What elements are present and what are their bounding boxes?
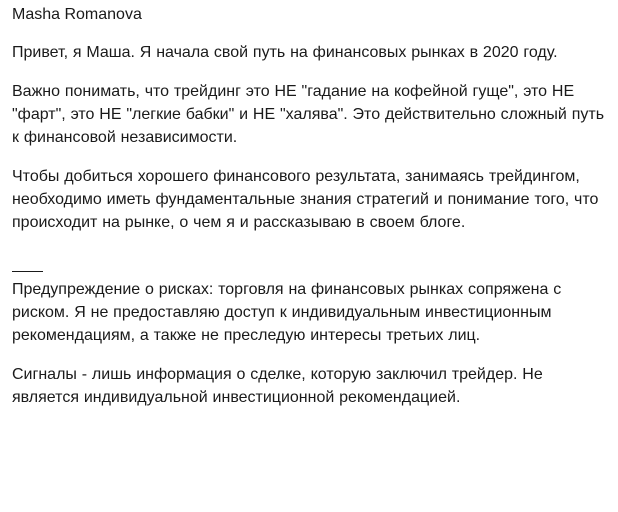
section-divider <box>12 271 43 272</box>
trading-warning-paragraph: Важно понимать, что трейдинг это НЕ "гадание на кофейной гуще", это НЕ "фарт", это НЕ "легкие бабки" и НЕ "халява". Это действительно сложный путь к финансовой независимости. <box>12 83 605 146</box>
author-name: Masha Romanova <box>12 6 142 23</box>
intro-paragraph: Привет, я Маша. Я начала свой путь на финансовых рынках в 2020 году. <box>12 44 558 61</box>
blog-purpose-paragraph: Чтобы добиться хорошего финансового результата, занимаясь трейдингом, необходимо иметь фундаментальные знания стратегий и понимание того, что происходит на рынке, о чем я и рассказываю в своем блоге. <box>12 168 599 231</box>
risk-disclaimer: Предупреждение о рисках: торговля на финансовых рынках сопряжена с риском. Я не предоставляю доступ к индивидуальным инвестиционным рекомендациям, а также не преследую интересы третьих лиц. <box>12 281 562 344</box>
signals-disclaimer: Сигналы - лишь информация о сделке, которую заключил трейдер. Не является индивидуальной инвестиционной рекомендацией. <box>12 366 543 406</box>
